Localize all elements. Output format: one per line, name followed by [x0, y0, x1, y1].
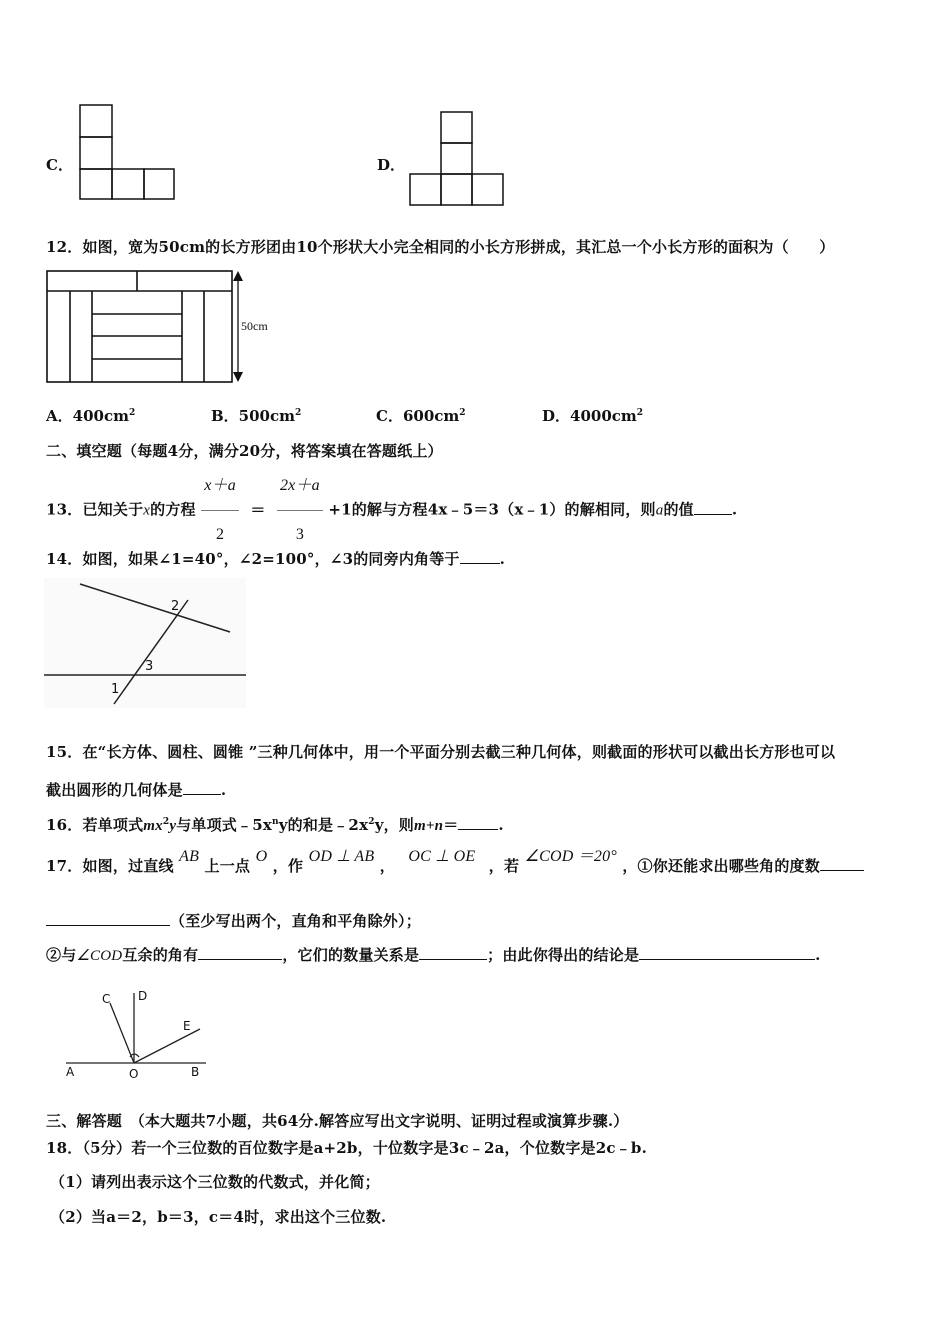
q15-line2: 截出圆形的几何体是 .	[46, 781, 227, 799]
option-d-label: D．	[377, 156, 406, 174]
q16-answer-blank	[458, 815, 498, 830]
q18-sub1: （1）请列出表示这个三位数的代数式，并化简；	[50, 1173, 380, 1191]
q13-answer-blank	[694, 500, 732, 515]
option-c-figure	[78, 103, 178, 203]
q18-stem: 18．（5分）若一个三位数的百位数字是a+2b，十位数字是3c﹣2a，个位数字是2c﹣b.	[46, 1139, 648, 1157]
q14-figure	[44, 578, 246, 708]
section3-title: 三、解答题 （本大题共7小题，共64分.解答应写出文字说明、证明过程或演算步骤.）	[46, 1112, 629, 1130]
q17-answer-blank-3	[198, 945, 282, 960]
q18-sub2: （2）当a＝2，b＝3，c＝4时，求出这个三位数.	[50, 1208, 387, 1226]
q14-angle-2: 2	[171, 599, 180, 614]
q17-figure	[60, 985, 210, 1080]
q17-label-c: C	[102, 992, 111, 1006]
q17-line2: （至少写出两个，直角和平角除外）；	[46, 910, 421, 931]
q14-angle-1: 1	[111, 682, 120, 697]
section2-title: 二、填空题（每题4分，满分20分，将答案填在答题纸上）	[46, 442, 443, 460]
q12-stem: 12．如图，宽为50cm的长方形团由10个形状大小完全相同的小长方形拼成，其汇总一个小长方形的面积为（ ）	[46, 238, 835, 256]
q13-fraction-1: $\frac{x+a}{2}$	[201, 463, 239, 558]
q17-answer-blank-5	[639, 945, 815, 960]
q17-line3: ②与∠COD互余的角有 ，它们的数量关系是 ；由此你得出的结论是 .	[46, 946, 821, 964]
q16: 16．若单项式$mx^2y$与单项式$﹣5x^ny$的和是$﹣2x^2y$，则m+n＝ .	[46, 816, 504, 834]
option-d-figure	[408, 110, 508, 208]
q14-stem: 14．如图，如果∠1=40°，∠2=100°，∠3的同旁内角等于 .	[46, 550, 506, 568]
q17-label-b: B	[191, 1065, 200, 1079]
q12-option-c: C．$600cm^2$	[376, 407, 466, 425]
q15-line1: 15．在“长方体、圆柱、圆锥 ”三种几何体中，用一个平面分别去截三种几何体，则截面的形状可以截出长方形也可以	[46, 743, 836, 761]
q17-label-d: D	[138, 989, 148, 1003]
option-c-label: C．	[46, 156, 73, 174]
q12-dimension-label: 50cm	[241, 319, 268, 333]
q12-option-b: B．$500cm^2$	[211, 407, 302, 425]
q13-fraction-2: $\frac{2x+a}{3}$	[277, 463, 323, 558]
q17-answer-blank-1	[820, 856, 864, 871]
q17-label-a: A	[66, 1065, 75, 1079]
q13: 13．已知关于x的方程 $\frac{x+a}{2}$ ＝ $\frac{2x+a}{3}$ +1的解与方程4x﹣5＝3（x﹣1）的解相同，则a的值 .	[46, 463, 737, 558]
q12-option-d: D．$4000cm^2$	[542, 407, 644, 425]
q17-line1: 17．如图，过直线 AB 上一点 O ，作 OD ⊥ AB ， OC ⊥ OE ，若 ∠COD ＝20° ，①你还能求出哪些角的度数	[46, 846, 864, 887]
q14-answer-blank	[460, 549, 500, 564]
q17-label-o: O	[129, 1067, 139, 1080]
q17-answer-blank-2	[46, 911, 170, 926]
q15-answer-blank	[183, 780, 221, 795]
q17-answer-blank-4	[419, 945, 487, 960]
q12-figure	[44, 268, 284, 386]
q14-angle-3: 3	[145, 659, 154, 674]
q17-label-e: E	[183, 1019, 191, 1033]
q12-option-a: A．$400cm^2$	[46, 407, 136, 425]
